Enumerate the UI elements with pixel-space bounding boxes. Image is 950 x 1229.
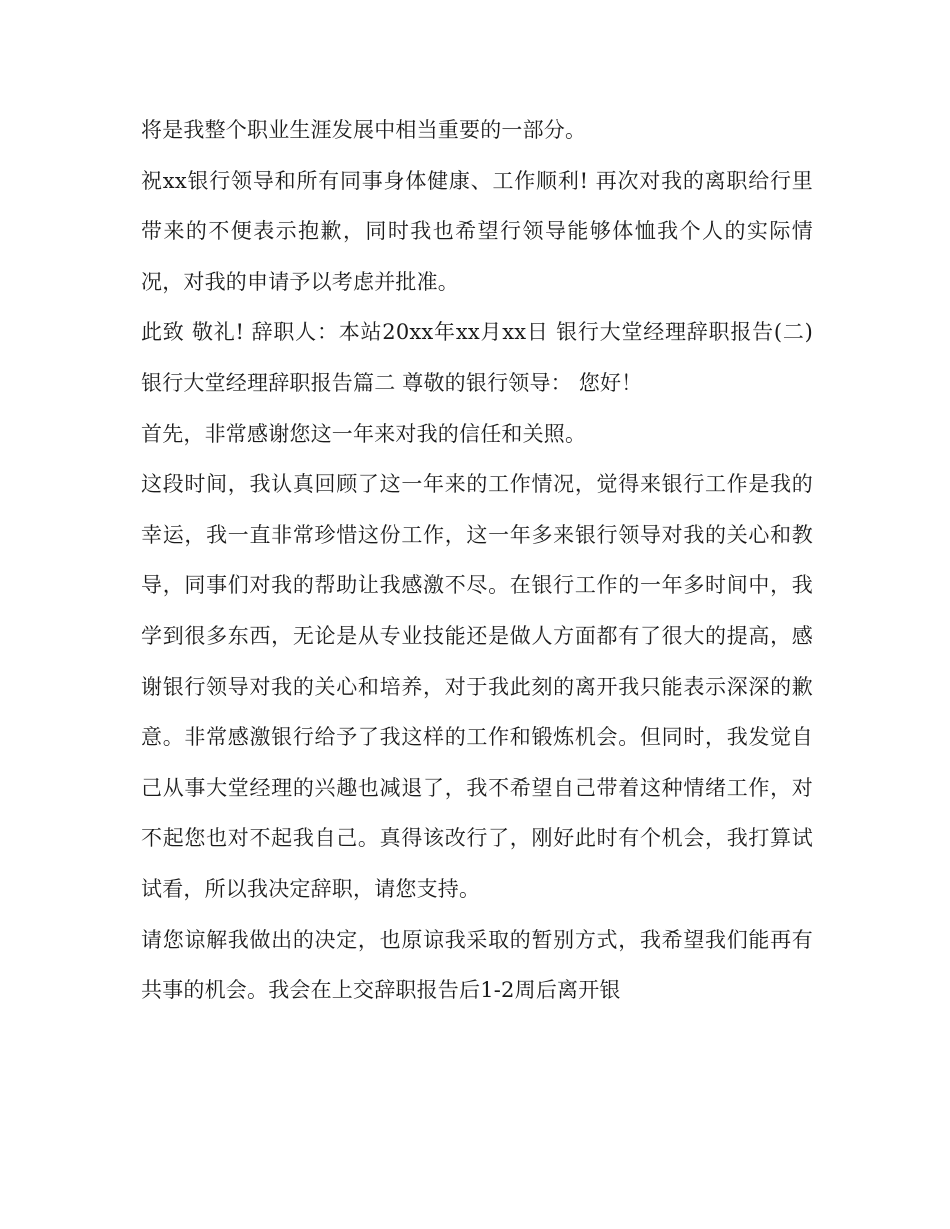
- paragraph: 将是我整个职业生涯发展中相当重要的一部分。: [141, 118, 587, 142]
- paragraph: 祝xx银行领导和所有同事身体健康、工作顺利! 再次对我的离职给行里带来的不便表示抱歉，同时我也希望行领导能够体恤我个人的实际情况，对我的申请予以考虑并批准。: [141, 168, 813, 294]
- paragraph: 此致 敬礼! 辞职人：本站20xx年xx月xx日 银行大堂经理辞职报告(二) 银行大堂经理辞职报告篇二 尊敬的银行领导： 您好！: [141, 320, 813, 395]
- paragraph: 请您谅解我做出的决定，也原谅我采取的暂别方式，我希望我们能再有共事的机会。我会在上交辞职报告后1-2周后离开银: [141, 927, 813, 1003]
- paragraph: 首先，非常感谢您这一年来对我的信任和关照。: [141, 421, 587, 446]
- paragraph: 这段时间，我认真回顾了这一年来的工作情况，觉得来银行工作是我的幸运，我一直非常珍惜这份工作，这一年多来银行领导对我的关心和教导，同事们对我的帮助让我感激不尽。在银行工作的一年多时间中，我学到很多东西，无论是从专业技能还是做人方面都有了很大的提高，感谢银行领导对我的关心和培养，对于我此刻的离开我只能表示深深的歉意。非常感激银行给予了我这样的工作和锻炼机会。但同时，我发觉自己从事大堂经理的兴趣也减退了，我不希望自己带着这种情绪工作，对不起您也对不起我自己。真得该改行了，刚好此时有个机会，我打算试试看，所以我决定辞职，请您支持。: [141, 472, 813, 901]
- document-body: [141, 105, 813, 1016]
